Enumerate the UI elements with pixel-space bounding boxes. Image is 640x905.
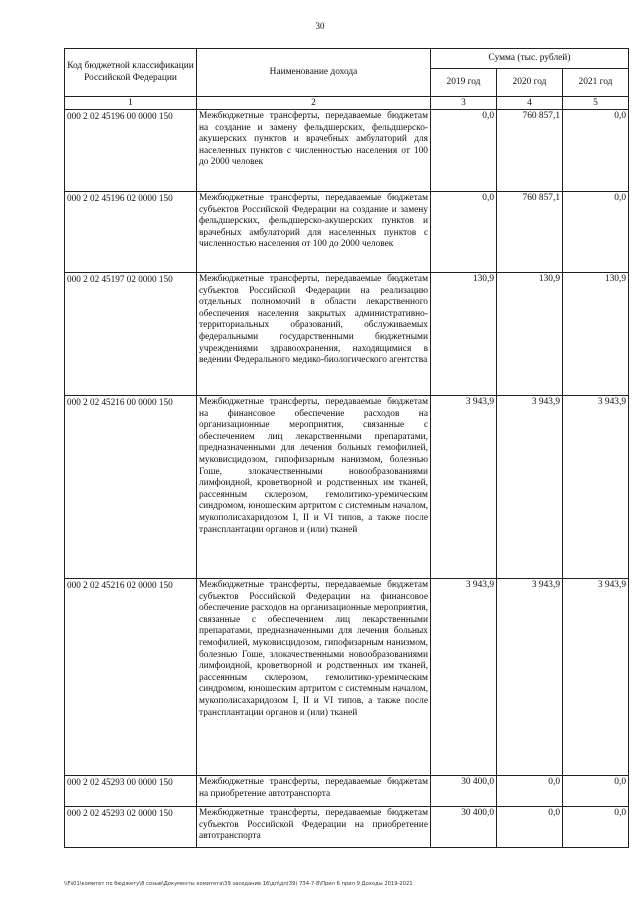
row-value-2020: 3 943,9 [497, 579, 563, 776]
row-code: 000 2 02 45216 00 0000 150 [65, 396, 197, 579]
row-name [197, 396, 431, 579]
row-name-text: Межбюджетные трансферты, передаваемые бюджетам субъектов Российской Федерации на реализацию отдельных полномочий в области лекарственного обеспечения населения закрытых административно-территориальных образований, обслуживаемых федеральными государственными бюджетными учреждениями здравоохранения, находящимися в ведении Федерального медико-биологического агентства [199, 274, 428, 366]
row-name-text: Межбюджетные трансферты, передаваемые бюджетам на создание и замену фельдшерских, фельдшерско-акушерских пунктов и врачебных амбулаторий для населенных пунктов с численностью населения от 100 до 2000 человек [199, 111, 428, 168]
row-name [197, 273, 431, 396]
row-value-2020: 0,0 [497, 807, 563, 848]
row-value-2020: 130,9 [497, 273, 563, 396]
row-name [197, 807, 431, 848]
table-row [65, 776, 629, 807]
header-year-2019: 2019 год [431, 69, 497, 97]
row-name-text: Межбюджетные трансферты, передаваемые бюджетам субъектов Российской Федерации на финансовое обеспечение расходов на организационные мероприятия, связанные с обеспечением лиц лекарственными препаратами, предназначенными для лечения больных гемофилией, муковисцидозом, гипофизарным нанизмом, болезнью Гоше, злокачественными новообразованиями лимфоидной, кроветворной и родственных им тканей, рассеянным склерозом, гемолитико-уремическим синдромом, юношеским артритом с системным началом, мукополисахаридозом I, II и VI типов, а также после трансплантации органов и (или) тканей [199, 580, 428, 718]
header-year-2020: 2020 год [497, 69, 563, 97]
table-row [65, 192, 629, 273]
row-value-2019: 0,0 [431, 192, 497, 273]
table-row [65, 807, 629, 848]
row-value-2020: 760 857,1 [497, 110, 563, 192]
row-name-text: Межбюджетные трансферты, передаваемые бюджетам на приобретение автотранспорта [199, 777, 428, 799]
row-code: 000 2 02 45196 00 0000 150 [65, 110, 197, 192]
row-value-2019: 130,9 [431, 273, 497, 396]
table-row [65, 273, 629, 396]
header-year-2021: 2021 год [563, 69, 629, 97]
row-value-2021: 0,0 [563, 807, 629, 848]
row-value-2021: 0,0 [563, 776, 629, 807]
column-number: 1 [65, 97, 197, 110]
row-value-2019: 3 943,9 [431, 396, 497, 579]
column-number: 4 [497, 97, 563, 110]
row-value-2019: 0,0 [431, 110, 497, 192]
revenue-table [64, 48, 629, 848]
row-name-text: Межбюджетные трансферты, передаваемые бюджетам субъектов Российской Федерации на приобретение автотранспорта [199, 808, 428, 842]
row-code: 000 2 02 45293 02 0000 150 [65, 807, 197, 848]
row-value-2019: 30 400,0 [431, 776, 497, 807]
row-value-2021: 3 943,9 [563, 396, 629, 579]
header-sum: Сумма (тыс. рублей) [431, 49, 629, 69]
table-row [65, 110, 629, 192]
row-value-2020: 3 943,9 [497, 396, 563, 579]
column-number: 2 [197, 97, 431, 110]
column-number: 5 [563, 97, 629, 110]
header-name: Наименование дохода [197, 49, 431, 97]
row-value-2021: 3 943,9 [563, 579, 629, 776]
row-code: 000 2 02 45293 00 0000 150 [65, 776, 197, 807]
row-name [197, 579, 431, 776]
row-code: 000 2 02 45216 02 0000 150 [65, 579, 197, 776]
file-path-footer: \\Fs01\комитет по бюджету\8 созыв\Документы комитета\39 заседание 16\дп\дп(39) 734-7-8\Прил 6 прил 9 Доходы 2019-2021 [64, 881, 413, 887]
row-name-text: Межбюджетные трансферты, передаваемые бюджетам на финансовое обеспечение расходов на организационные мероприятия, связанные с обеспечением лиц лекарственными препаратами, предназначенными для лечения больных гемофилией, муковисцидозом, гипофизарным нанизмом, болезнью Гоше, злокачественными новообразованиями лимфоидной, кроветворной и родственных им тканей, рассеянным склерозом, гемолитико-уремическим синдромом, юношеским артритом с системным началом, мукополисахаридозом I, II и VI типов, а также после трансплантации органов и (или) тканей [199, 397, 428, 535]
row-value-2021: 130,9 [563, 273, 629, 396]
table-row [65, 396, 629, 579]
row-value-2020: 760 857,1 [497, 192, 563, 273]
row-name [197, 110, 431, 192]
header-code: Код бюджетной классификации Российской Федерации [65, 49, 197, 97]
row-value-2020: 0,0 [497, 776, 563, 807]
row-name [197, 776, 431, 807]
row-value-2021: 0,0 [563, 192, 629, 273]
row-value-2019: 3 943,9 [431, 579, 497, 776]
row-name [197, 192, 431, 273]
row-value-2019: 30 400,0 [431, 807, 497, 848]
row-name-text: Межбюджетные трансферты, передаваемые бюджетам субъектов Российской Федерации на создание и замену фельдшерских, фельдшерско-акушерских пунктов и врачебных амбулаторий для населенных пунктов с численностью населения от 100 до 2000 человек [199, 193, 428, 250]
table-row [65, 579, 629, 776]
column-number: 3 [431, 97, 497, 110]
row-code: 000 2 02 45196 02 0000 150 [65, 192, 197, 273]
row-value-2021: 0,0 [563, 110, 629, 192]
row-code: 000 2 02 45197 02 0000 150 [65, 273, 197, 396]
page-number: 30 [315, 21, 325, 31]
